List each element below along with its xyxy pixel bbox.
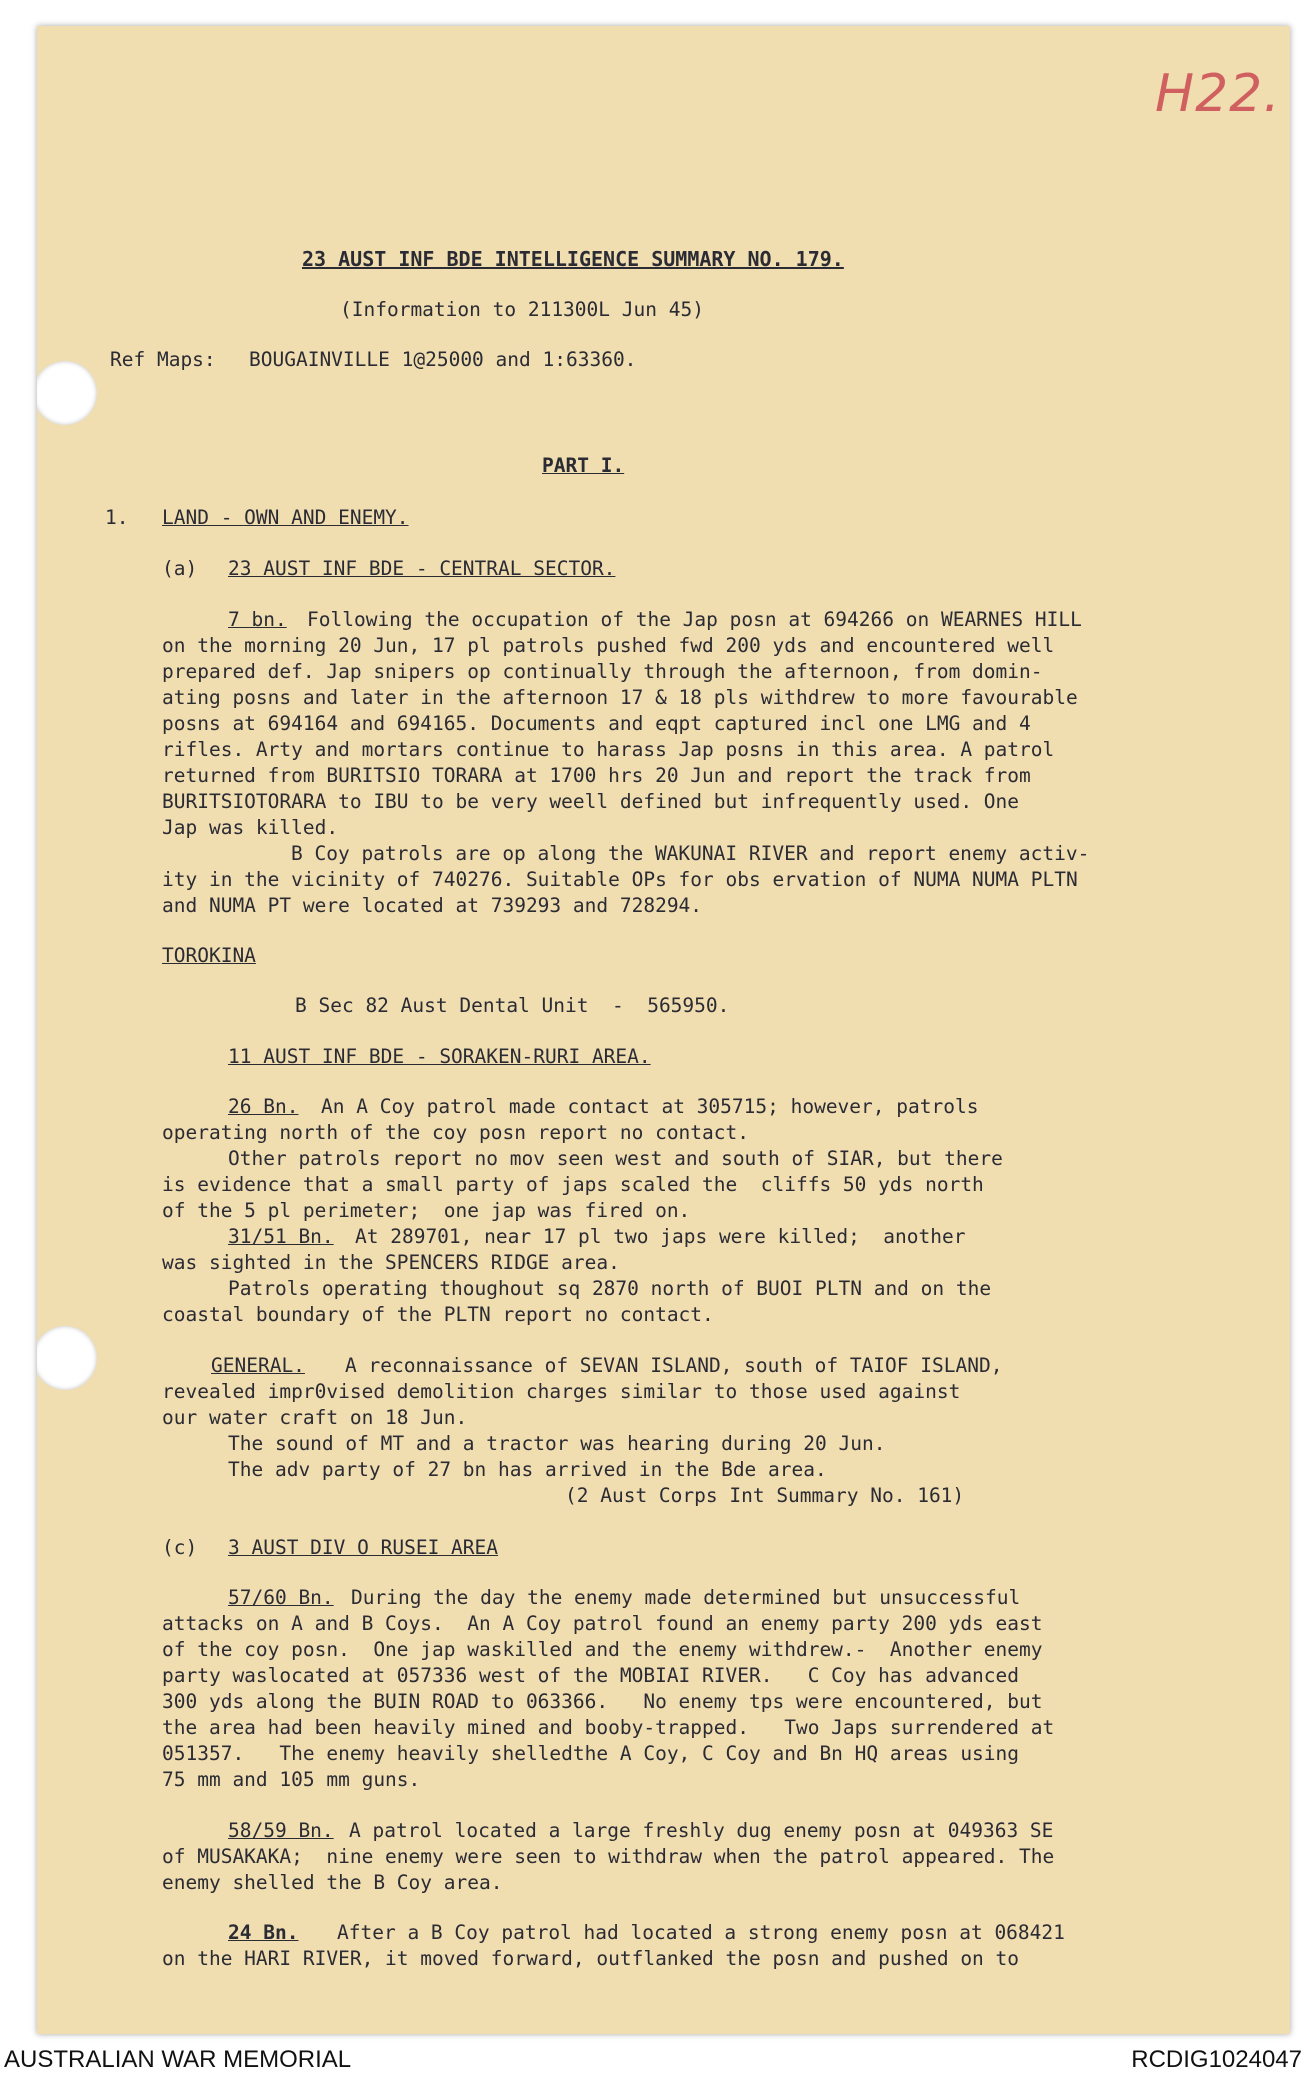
para-5859bn-unit: 58/59 Bn. [228, 1819, 334, 1842]
punch-hole-top [37, 361, 97, 425]
para-26bn-line-4: of the 5 pl perimeter; one jap was fired on. [162, 1199, 691, 1222]
para-3151bn-line-0: At 289701, near 17 pl two japs were killed; another [355, 1225, 966, 1248]
para-general-line-4: The adv party of 27 bn has arrived in the Bde area. [228, 1458, 827, 1481]
para-7bn-line-5: rifles. Arty and mortars continue to harass Jap posns in this area. A patrol [162, 738, 1055, 761]
para-7bn-line-2: prepared def. Jap snipers op continually through the afternoon, from domin- [162, 660, 1043, 683]
para-24bn-line-1: on the HARI RIVER, it moved forward, outflanked the posn and pushed on to [162, 1947, 1020, 1970]
document-page [37, 26, 1290, 2034]
para-5859bn-line-0: A patrol located a large freshly dug enemy posn at 049363 SE [349, 1819, 1054, 1842]
para-5760bn-line-0: During the day the enemy made determined but unsuccessful [351, 1586, 1021, 1609]
para-general-line-1: revealed impr0vised demolition charges similar to those used against [162, 1380, 961, 1403]
para-5859bn-line-2: enemy shelled the B Coy area. [162, 1871, 503, 1894]
para-bcoy-line-0: B Coy patrols are op along the WAKUNAI RIVER and report enemy activ- [291, 842, 1090, 865]
punch-hole-bottom [37, 1326, 97, 1390]
para-general-line-2: our water craft on 18 Jun. [162, 1406, 468, 1429]
handwritten-folio-mark: H22. [1155, 64, 1281, 124]
para-26bn-line-3: is evidence that a small party of japs scaled the cliffs 50 yds north [162, 1173, 984, 1196]
para-5760bn-line-5: the area had been heavily mined and booby-trapped. Two Japs surrendered at [162, 1716, 1055, 1739]
section-heading: LAND - OWN AND ENEMY. [162, 506, 409, 529]
para-bcoy-line-1: ity in the vicinity of 740276. Suitable OPs for obs ervation of NUMA NUMA PLTN [162, 868, 1078, 891]
subsection-a-heading: 23 AUST INF BDE - CENTRAL SECTOR. [228, 557, 616, 580]
document-subtitle: (Information to 211300L Jun 45) [340, 298, 704, 321]
footer-record-id: RCDIG1024047 [1131, 2046, 1302, 2073]
para-5760bn-line-6: 051357. The enemy heavily shelledthe A Coy, C Coy and Bn HQ areas using [162, 1742, 1020, 1765]
document-title: 23 AUST INF BDE INTELLIGENCE SUMMARY NO. 179. [302, 247, 844, 271]
para-general-label: GENERAL. [211, 1354, 305, 1377]
para-3151bn-line-1: was sighted in the SPENCERS RIDGE area. [162, 1251, 620, 1274]
para-3151bn-unit: 31/51 Bn. [228, 1225, 334, 1248]
para-general-line-3: The sound of MT and a tractor was hearing during 20 Jun. [228, 1432, 886, 1455]
para-3151bn-line-3: coastal boundary of the PLTN report no contact. [162, 1303, 714, 1326]
para-general-source: (2 Aust Corps Int Summary No. 161) [565, 1484, 965, 1507]
footer-archive-name: AUSTRALIAN WAR MEMORIAL [4, 2046, 352, 2073]
torokina-line: B Sec 82 Aust Dental Unit - 565950. [295, 994, 730, 1017]
para-7bn-line-8: Jap was killed. [162, 816, 339, 839]
subsection-a-letter: (a) [162, 557, 198, 580]
para-7bn-line-1: on the morning 20 Jun, 17 pl patrols pushed fwd 200 yds and encountered well [162, 634, 1055, 657]
faded-stamp [949, 142, 1109, 202]
ref-maps-label: Ref Maps: [110, 348, 216, 371]
para-bcoy-line-2: and NUMA PT were located at 739293 and 728294. [162, 894, 703, 917]
subsection-c-heading: 3 AUST DIV O RUSEI AREA [228, 1536, 499, 1559]
subsection-b-heading: 11 AUST INF BDE - SORAKEN-RURI AREA. [228, 1045, 651, 1068]
para-24bn-line-0: After a B Coy patrol had located a strong enemy posn at 068421 [337, 1921, 1065, 1944]
para-5760bn-unit: 57/60 Bn. [228, 1586, 334, 1609]
para-5760bn-line-7: 75 mm and 105 mm guns. [162, 1768, 421, 1791]
torokina-heading: TOROKINA [162, 944, 256, 967]
ref-maps-value: BOUGAINVILLE 1@25000 and 1:63360. [249, 348, 637, 371]
para-26bn-line-1: operating north of the coy posn report no contact. [162, 1121, 749, 1144]
para-7bn-line-6: returned from BURITSIO TORARA at 1700 hrs 20 Jun and report the track from [162, 764, 1031, 787]
para-7bn-line-7: BURITSIOTORARA to IBU to be very weell defined but infrequently used. One [162, 790, 1020, 813]
para-26bn-line-0: An A Coy patrol made contact at 305715; however, patrols [321, 1095, 979, 1118]
subsection-c-letter: (c) [162, 1536, 198, 1559]
para-5760bn-line-4: 300 yds along the BUIN ROAD to 063366. No enemy tps were encountered, but [162, 1690, 1043, 1713]
para-general-line-0: A reconnaissance of SEVAN ISLAND, south of TAIOF ISLAND, [345, 1354, 1003, 1377]
para-5760bn-line-2: of the coy posn. One jap waskilled and the enemy withdrew.- Another enemy [162, 1638, 1043, 1661]
para-7bn-line-4: posns at 694164 and 694165. Documents and eqpt captured incl one LMG and 4 [162, 712, 1031, 735]
para-26bn-line-2: Other patrols report no mov seen west and south of SIAR, but there [228, 1147, 1003, 1170]
para-7bn-line-0: Following the occupation of the Jap posn at 694266 on WEARNES HILL [307, 608, 1082, 631]
para-26bn-unit: 26 Bn. [228, 1095, 299, 1118]
part-heading: PART I. [542, 454, 625, 477]
para-5859bn-line-1: of MUSAKAKA; nine enemy were seen to withdraw when the patrol appeared. The [162, 1845, 1055, 1868]
para-24bn-unit: 24 Bn. [228, 1921, 299, 1944]
para-7bn-line-3: ating posns and later in the afternoon 17 & 18 pls withdrew to more favourable [162, 686, 1078, 709]
para-7bn-unit: 7 bn. [228, 608, 287, 631]
para-5760bn-line-3: party waslocated at 057336 west of the MOBIAI RIVER. C Coy has advanced [162, 1664, 1020, 1687]
para-3151bn-line-2: Patrols operating thoughout sq 2870 north of BUOI PLTN and on the [228, 1277, 992, 1300]
section-number: 1. [105, 506, 129, 529]
para-5760bn-line-1: attacks on A and B Coys. An A Coy patrol found an enemy party 200 yds east [162, 1612, 1043, 1635]
